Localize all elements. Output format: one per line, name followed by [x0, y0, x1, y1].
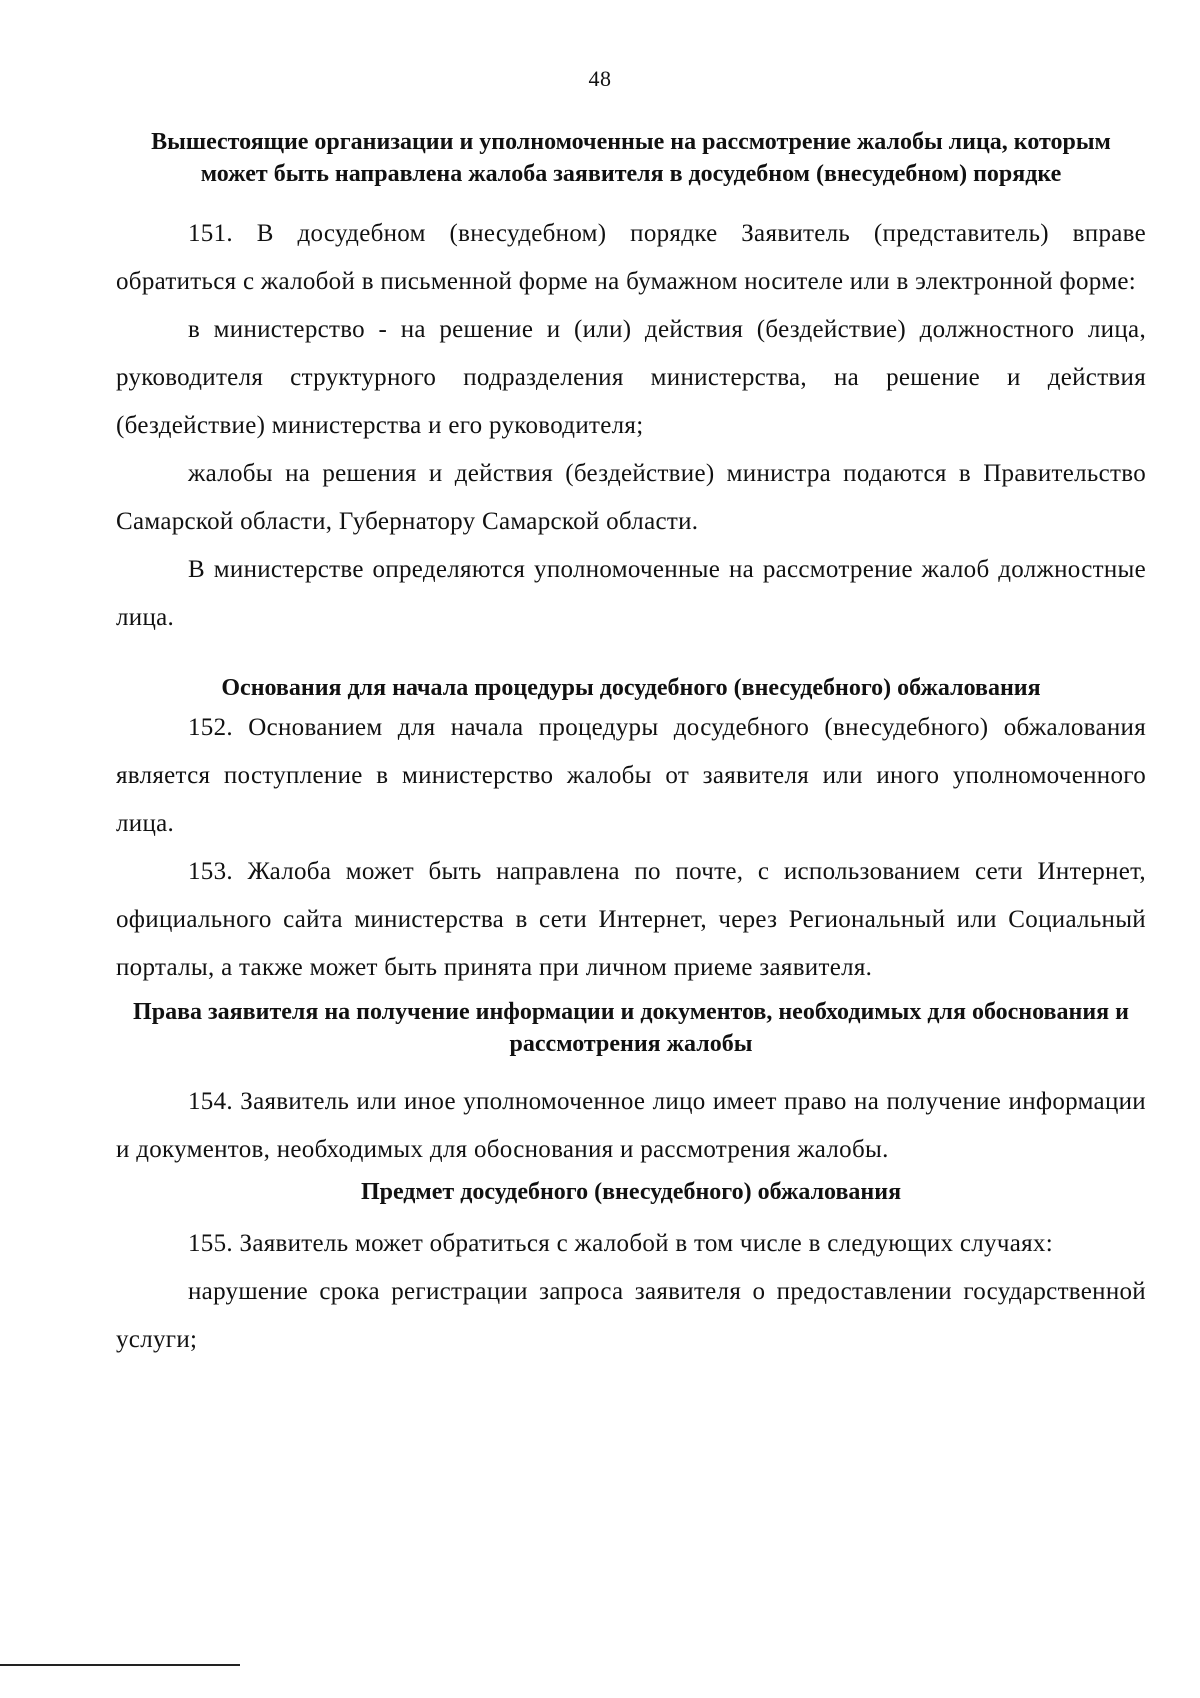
- footnote-divider: [0, 1664, 240, 1666]
- paragraph-152: 152. Основанием для начала процедуры досудебного (внесудебного) обжалования является поступление в министерство жалобы от заявителя или иного уполномоченного лица.: [116, 714, 1146, 837]
- section-heading-grounds: Основания для начала процедуры досудебного (внесудебного) обжалования: [221, 675, 1041, 701]
- paragraph-151-minister: жалобы на решения и действия (бездействие) министра подаются в Правительство Самарской области, Губернатору Самарской области.: [116, 460, 1146, 535]
- section-heading-subject: Предмет досудебного (внесудебного) обжалования: [360, 1179, 902, 1205]
- paragraph-151: 151. В досудебном (внесудебном) порядке Заявитель (представитель) вправе обратиться с жалобой в письменной форме на бумажном носителе или в электронной форме:: [116, 220, 1146, 295]
- section-heading-applicant-rights: Права заявителя на получение информации и документов, необходимых для обоснования и рассмотрения жалобы: [133, 999, 1129, 1057]
- section-heading-higher-organizations: Вышестоящие организации и уполномоченные на рассмотрение жалобы лица, которым может быть направлена жалоба заявителя в досудебном (внесудебном) порядке: [151, 129, 1111, 187]
- paragraph-155: 155. Заявитель может обратиться с жалобой в том числе в следующих случаях:: [188, 1230, 1053, 1257]
- paragraph-154: 154. Заявитель или иное уполномоченное лицо имеет право на получение информации и документов, необходимых для обоснования и рассмотрения жалобы.: [116, 1088, 1146, 1163]
- paragraph-151-officials: В министерстве определяются уполномоченные на рассмотрение жалоб должностные лица.: [116, 556, 1146, 631]
- paragraph-151-ministry: в министерство - на решение и (или) действия (бездействие) должностного лица, руководителя структурного подразделения министерства, на решение и действия (бездействие) министерства и его руководителя;: [116, 316, 1146, 439]
- paragraph-153: 153. Жалоба может быть направлена по почте, с использованием сети Интернет, официального сайта министерства в сети Интернет, через Региональный или Социальный порталы, а также может быть принята при личном приеме заявителя.: [116, 858, 1146, 981]
- document-body: [116, 126, 1146, 1364]
- page-number: 48: [588, 66, 612, 91]
- paragraph-155-case-1: нарушение срока регистрации запроса заявителя о предоставлении государственной услуги;: [116, 1278, 1146, 1353]
